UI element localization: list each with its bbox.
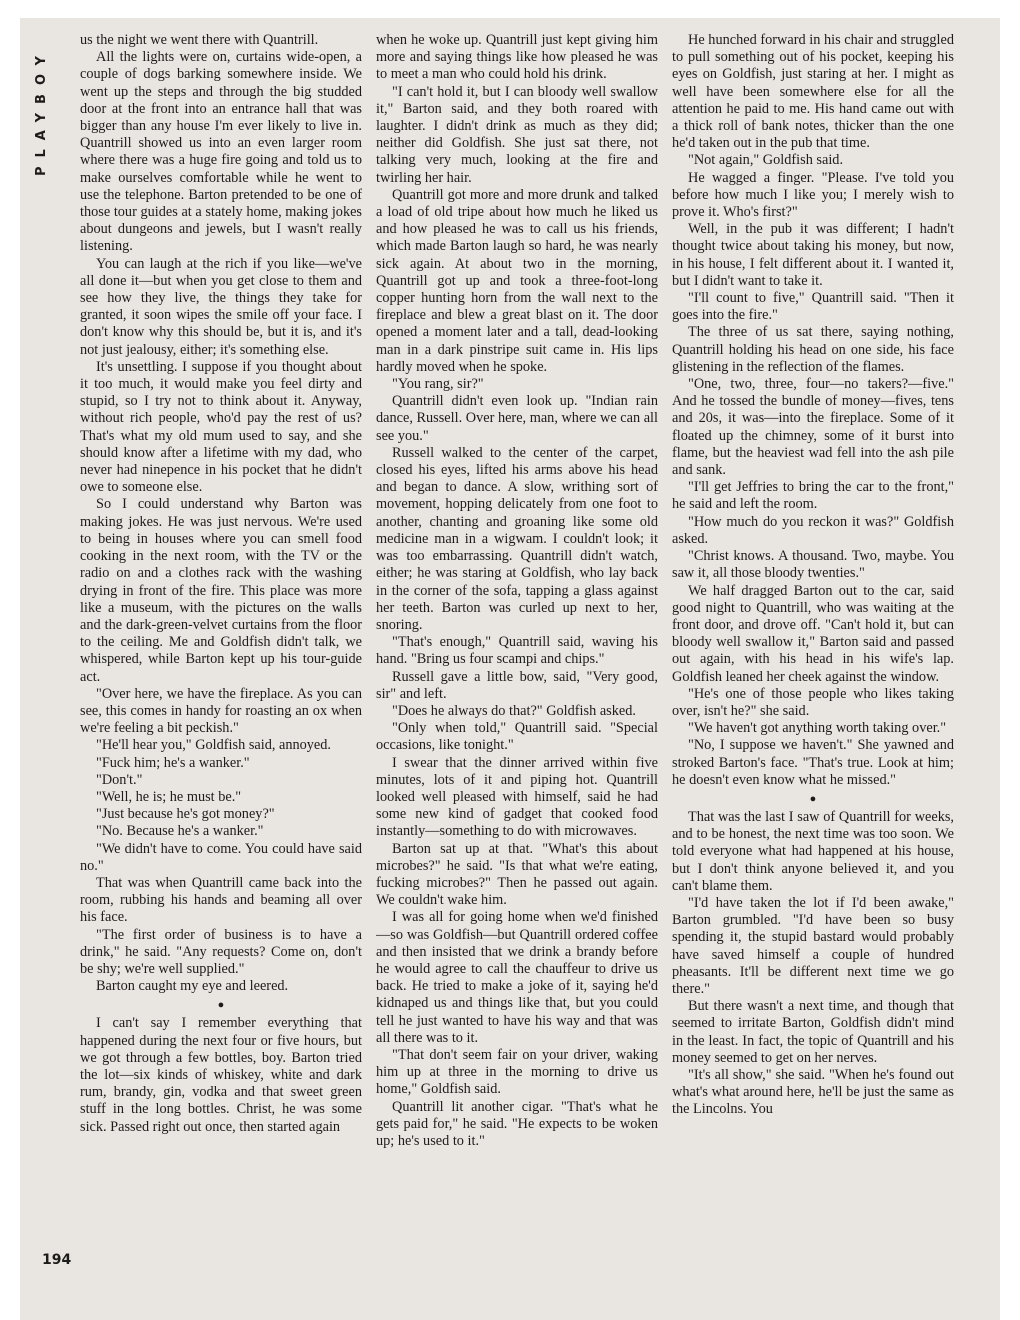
paragraph: "Not again," Goldfish said. [688, 152, 844, 169]
paragraph: "I'd have taken the lot if I'd been awake," Barton grumbled. "I'd have been so busy spending it, the stupid bastard would probably have saved himself a couple of hundred pheasants. It'll be different next time we go there." [672, 894, 954, 997]
paragraph: "That's enough," Quantrill said, waving his hand. "Bring us four scampi and chips." [376, 634, 658, 668]
paragraph: "We didn't have to come. You could have said no." [80, 840, 362, 874]
paragraph: "Over here, we have the fireplace. As you can see, this comes in handy for roasting an ox when we're feeling a bit peckish." [80, 685, 362, 737]
paragraph: "You rang, sir?" [392, 376, 484, 393]
paragraph: "He'll hear you," Goldfish said, annoyed. [96, 737, 332, 754]
paragraph: All the lights were on, curtains wide-open, a couple of dogs barking somewhere inside. We went up the steps and through the big studded door at the front into an entrance hall that was bigger than any house I'm ever likely to live in. Quantrill showed us into an even larger room where there was a huge fire going and told us to make ourselves comfortable while he went to use the telephone. Barton pretended to be one of those tour guides at a stately home, making jokes about dungeons and jewels, but I wasn't really listening. [80, 49, 362, 255]
paragraph: I was all for going home when we'd finished—so was Goldfish—but Quantrill ordered coffee and then insisted that we drink a brandy before he would agree to call the chauffeur to drive us back. He tried to make a joke of it, saying he'd kidnaped us and things like that, but you could tell he just wanted to have his way and that was all there was to it. [376, 909, 658, 1046]
paragraph: We half dragged Barton out to the car, said good night to Quantrill, who was waiting at the front door, and drove off. "Can't hold it, but can bloody well swallow it," Barton said and passed out again, with his head in his wife's lap. Goldfish leaned her cheek against the window. [672, 582, 954, 685]
paragraph: Quantrill got more and more drunk and talked a load of old tripe about how much he liked us and how pleased he was to call us his friends, which made Barton laugh so hard, he was nearly sick again. At about two in the morning, Quantrill got up and took a three-foot-long copper hunting horn from the wall next to the fireplace and blew a great blast on it. The door opened a moment later and a tall, dead-looking man in a dark pinstripe suit came in. His lips hardly moved when he spoke. [376, 186, 658, 375]
magazine-page [20, 18, 1000, 1320]
paragraph: "How much do you reckon it was?" Goldfish asked. [672, 513, 954, 547]
paragraph: "I'll count to five," Quantrill said. "Then it goes into the fire." [672, 290, 954, 324]
paragraph: Russell gave a little bow, said, "Very good, sir" and left. [376, 668, 658, 702]
paragraph: Well, in the pub it was different; I hadn't thought twice about taking his money, but now, in his house, I felt different about it. I wanted it, but I didn't want to take it. [672, 221, 954, 289]
paragraph: "Fuck him; he's a wanker." [96, 754, 250, 771]
paragraph: "He's one of those people who likes taking over, isn't he?" she said. [672, 685, 954, 719]
paragraph: That was when Quantrill came back into the room, rubbing his hands and beaming all over his face. [80, 874, 362, 926]
paragraph: He wagged a finger. "Please. I've told you before how much I like you; I merely wish to prove it. Who's first?" [672, 169, 954, 221]
paragraph: "The first order of business is to have a drink," he said. "Any requests? Come on, don't be shy; we're well supplied." [80, 926, 362, 977]
paragraph: Quantrill lit another cigar. "That's what he gets paid for," he said. "He expects to be woken up; he's used to it." [376, 1098, 658, 1149]
paragraph: But there wasn't a next time, and though that seemed to irritate Barton, Goldfish didn't mind in the least. In fact, the topic of Quantrill and his money seemed to get on her nerves. [672, 998, 954, 1066]
paragraph: "I'll get Jeffries to bring the car to the front," he said and left the room. [672, 479, 954, 513]
paragraph: "Well, he is; he must be." [96, 788, 242, 805]
paragraph: The three of us sat there, saying nothing, Quantrill holding his head on one side, his face glistening in the reflection of the flames. [672, 324, 954, 375]
text-column-3 [672, 32, 954, 1272]
paragraph: Quantrill didn't even look up. "Indian rain dance, Russell. Over here, man, where we can all see you." [376, 393, 658, 444]
section-separator: ● [809, 792, 817, 805]
text-column-1 [80, 32, 362, 1272]
paragraph: Russell walked to the center of the carpet, closed his eyes, lifted his arms above his head and began to dance. A slow, writhing sort of movement, hopping delicately from one foot to another, chanting and groaning like some old medicine man in a wigwam. I couldn't look; it was too embarrassing. Quantrill didn't watch, either; he was staring at Goldfish, who lay back in the corner of the sofa, tapping a glass against her teeth. Barton was curled up next to her, snoring. [376, 444, 658, 633]
magazine-sidebar-logo [34, 32, 62, 192]
paragraph: You can laugh at the rich if you like—we've all done it—but when you get close to them and see how they live, the things they take for granted, it soon wipes the smile off your face. I don't know why this should be, but it is, and it's not just jealousy, either; it's something else. [80, 255, 362, 358]
paragraph: Barton sat up at that. "What's this about microbes?" he said. "Is that what we're eating, fucking microbes?" Then he passed out again. We couldn't wake him. [376, 840, 658, 909]
paragraph: So I could understand why Barton was making jokes. He was just nervous. We're used to being in houses where you can smell food cooking in the next room, with the TV or the radio on and a clothes rack with the washing drying in front of the fire. This place was more like a museum, with the pictures on the walls and the dark-green-velvet curtains from the floor to the ceiling. Me and Goldfish didn't talk, we whispered, while Barton kept up his tour-guide act. [80, 496, 362, 685]
paragraph: I can't say I remember everything that happened during the next four or five hours, but we got through a few bottles, boy. Barton tried the lot—six kinds of whiskey, white and dark rum, brandy, gin, vodka and that sweet green stuff in the long bottles. Christ, he was some sick. Passed right out once, then started again [80, 1015, 362, 1135]
paragraph: "We haven't got anything worth taking over." [688, 720, 947, 737]
paragraph: Barton caught my eye and leered. [96, 978, 289, 995]
paragraph: "No, I suppose we haven't." She yawned and stroked Barton's face. "That's true. Look at him; he doesn't even know what he missed." [672, 737, 954, 788]
section-separator: ● [217, 999, 225, 1012]
paragraph: "Just because he's got money?" [96, 806, 275, 823]
paragraph: "That don't seem fair on your driver, waking him up at three in the morning to drive us home," Goldfish said. [376, 1046, 658, 1098]
paragraph: "One, two, three, four—no takers?—five." And he tossed the bundle of money—fives, tens and 20s, it was—into the fireplace. Some of it floated up the chimney, some of it burst into flame, but the heaviest wad fell into the ash pile and sank. [672, 376, 954, 479]
paragraph: "No. Because he's a wanker." [96, 823, 264, 840]
page-number: 194 [42, 1252, 72, 1268]
paragraph: "I can't hold it, but I can bloody well swallow it," Barton said, and they both roared with laughter. I didn't drink as much as they did; neither did Goldfish. She just sat there, not talking very much, looking at the fire and twirling her hair. [376, 83, 658, 186]
paragraph: us the night we went there with Quantrill. [80, 32, 319, 48]
paragraph: He hunched forward in his chair and struggled to pull something out of his pocket, keeping his eyes on Goldfish, just staring at her. I might as well have been somewhere else for all the attention he paid to me. His hand came out with a thick roll of bank notes, thicker than the one he'd taken out in the pub that time. [672, 32, 954, 152]
paragraph: "It's all show," she said. "When he's found out what's what around here, he'll be just the same as the Lincolns. You [672, 1066, 954, 1118]
paragraph: "Only when told," Quantrill said. "Special occasions, like tonight." [376, 720, 658, 754]
paragraph: "Does he always do that?" Goldfish asked. [392, 702, 636, 719]
paragraph: I swear that the dinner arrived within five minutes, lots of it and piping hot. Quantrill looked well pleased with himself, said he had some new kind of gadget that cooked food instantly—something to do with microwaves. [376, 754, 658, 840]
text-column-2 [376, 32, 658, 1272]
paragraph: "Christ knows. A thousand. Two, maybe. You saw it, all those bloody twenties." [672, 548, 954, 582]
paragraph: when he woke up. Quantrill just kept giving him more and saying things like how pleased he was to meet a man who could hold his drink. [376, 32, 658, 83]
paragraph: It's unsettling. I suppose if you thought about it too much, it would make you feel dirty and stupid, so I try not to think about it. Anyway, without rich people, who'd pay the rest of us? That's what my old mum used to say, and she should know after a lifetime with my dad, who never had ninepence in his pocket that he didn't owe to someone else. [80, 358, 362, 496]
magazine-name: PLAYBOY [34, 47, 49, 177]
paragraph: "Don't." [96, 771, 143, 788]
paragraph: That was the last I saw of Quantrill for weeks, and to be honest, the next time was too soon. We told everyone what had happened at his house, but I don't think anyone believed it, and you can't blame them. [672, 808, 954, 894]
